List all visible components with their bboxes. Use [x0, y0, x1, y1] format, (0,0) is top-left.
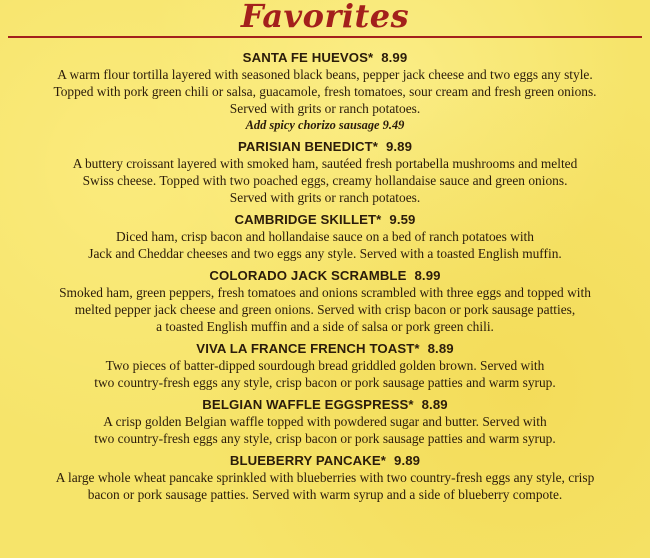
description-line: Served with grits or ranch potatoes.: [229, 190, 421, 205]
item-heading: [0, 50, 650, 66]
description-line: bacon or pork sausage patties. Served with warm syrup and a side of blueberry compote.: [87, 487, 563, 502]
description-line: Served with grits or ranch potatoes.: [229, 101, 421, 116]
item-price: 8.99: [381, 50, 408, 65]
item-price: 9.89: [394, 453, 421, 468]
item-price: 8.89: [421, 397, 448, 412]
description-line: A large whole wheat pancake sprinkled with blueberries with two country-fresh eggs any style, crisp: [55, 470, 595, 485]
description-line: Jack and Cheddar cheeses and two eggs any style. Served with a toasted English muffin.: [88, 246, 562, 261]
item-name: BELGIAN WAFFLE EGGSPRESS*: [202, 397, 414, 412]
description-line: A warm flour tortilla layered with seasoned black beans, pepper jack cheese and two eggs any style.: [57, 67, 593, 82]
menu-item-belgian-waffle-eggspress: [0, 397, 650, 447]
item-name: VIVA LA FRANCE FRENCH TOAST*: [196, 341, 420, 356]
menu-item-cambridge-skillet: [0, 212, 650, 262]
item-name: BLUEBERRY PANCAKE*: [229, 453, 387, 468]
item-description: [0, 284, 650, 335]
description-line: two country-fresh eggs any style, crisp bacon or pork sausage patties and warm syrup.: [94, 375, 556, 390]
description-line: Two pieces of batter-dipped sourdough bread griddled golden brown. Served with: [105, 358, 545, 373]
item-heading: [0, 139, 650, 155]
page-title: Favorites: [240, 0, 410, 35]
menu-item-colorado-jack-scramble: [0, 268, 650, 335]
item-description: [0, 413, 650, 447]
description-line: A buttery croissant layered with smoked ham, sautéed fresh portabella mushrooms and melted: [72, 156, 578, 171]
menu-items: [0, 40, 650, 509]
description-line: melted pepper jack cheese and green onions. Served with crisp bacon or pork sausage patties,: [74, 302, 576, 317]
menu-item-parisian-benedict: [0, 139, 650, 206]
item-description: [0, 228, 650, 262]
item-heading: [0, 397, 650, 413]
item-name: CAMBRIDGE SKILLET*: [234, 212, 382, 227]
item-heading: [0, 268, 650, 284]
title-underline: [8, 36, 642, 38]
description-line: two country-fresh eggs any style, crisp bacon or pork sausage patties and warm syrup.: [94, 431, 556, 446]
item-description: [0, 66, 650, 117]
item-price: 9.59: [389, 212, 416, 227]
menu-item-viva-la-france-french-toast: [0, 341, 650, 391]
description-line: Swiss cheese. Topped with two poached eggs, creamy hollandaise sauce and green onions.: [82, 173, 568, 188]
item-price: 8.89: [427, 341, 454, 356]
item-name: COLORADO JACK SCRAMBLE: [209, 268, 407, 283]
item-description: [0, 155, 650, 206]
item-name: PARISIAN BENEDICT*: [237, 139, 378, 154]
menu-item-santa-fe-huevos: [0, 50, 650, 133]
menu-header: [0, 0, 650, 42]
item-description: [0, 357, 650, 391]
item-heading: [0, 212, 650, 228]
item-price: 9.89: [385, 139, 413, 154]
description-line: Topped with pork green chili or salsa, guacamole, fresh tomatoes, sour cream and fresh green onions.: [53, 84, 597, 99]
item-add-on: Add spicy chorizo sausage 9.49: [245, 118, 405, 132]
item-heading: [0, 341, 650, 357]
menu-item-blueberry-pancake: [0, 453, 650, 503]
description-line: a toasted English muffin and a side of salsa or pork green chili.: [156, 319, 494, 334]
description-line: A crisp golden Belgian waffle topped with powdered sugar and butter. Served with: [103, 414, 547, 429]
item-price: 8.99: [414, 268, 441, 283]
item-heading: [0, 453, 650, 469]
description-line: Smoked ham, green peppers, fresh tomatoes and onions scrambled with three eggs and topped with: [59, 285, 591, 300]
item-name: SANTA FE HUEVOS*: [242, 50, 374, 65]
description-line: Diced ham, crisp bacon and hollandaise sauce on a bed of ranch potatoes with: [116, 229, 534, 244]
item-description: [0, 469, 650, 503]
